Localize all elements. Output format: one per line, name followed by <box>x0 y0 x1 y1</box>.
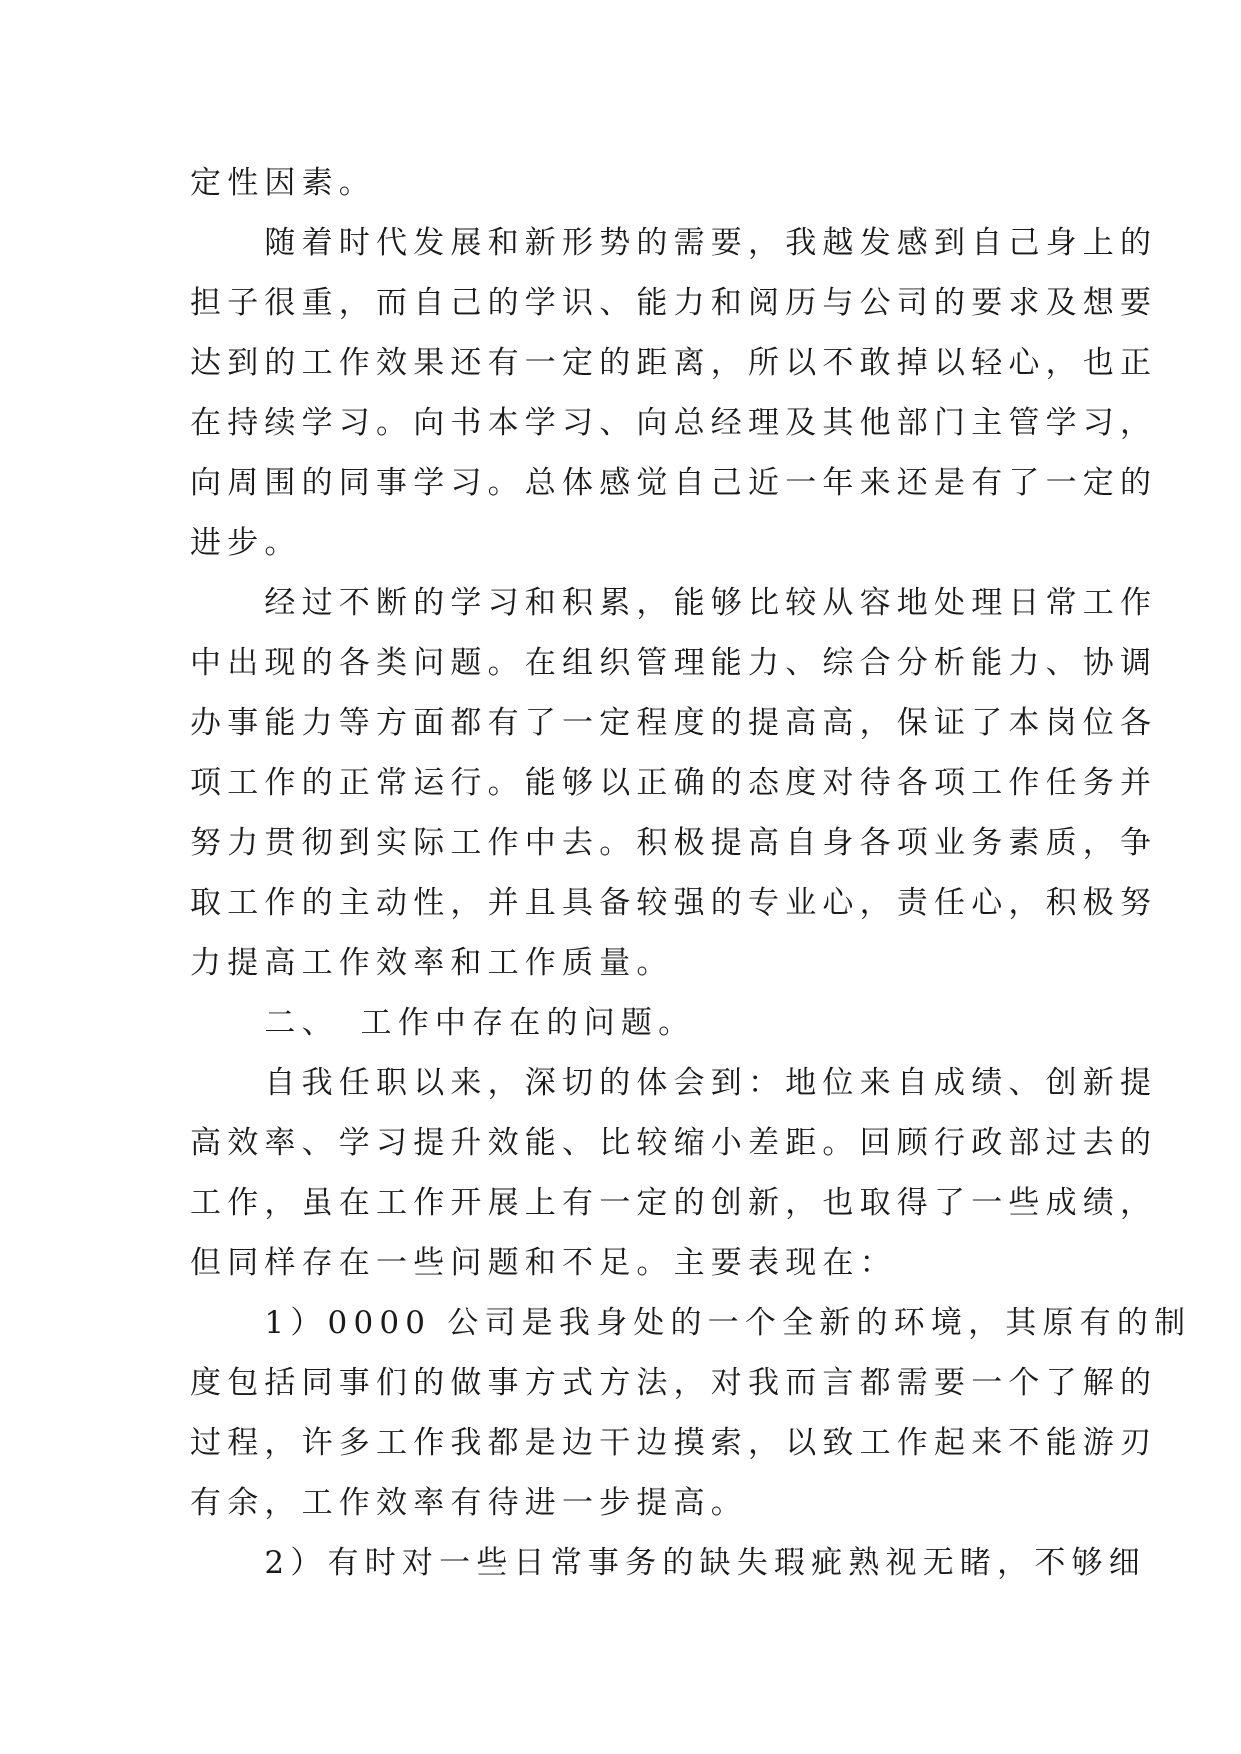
text-line-19: 但同样存在一些问题和不足。主要表现在： <box>190 1245 897 1281</box>
text-line-20: 1）0000 公司是我身处的一个全新的环境，其原有的制 <box>190 1305 1192 1341</box>
text-line-24: 2）有时对一些日常事务的缺失瑕疵熟视无睹，不够细 <box>190 1545 1146 1581</box>
text-line-9: 中出现的各类问题。在组织管理能力、综合分析能力、协调 <box>190 645 1158 681</box>
text-line-13: 取工作的主动性，并且具备较强的专业心，责任心，积极努 <box>190 885 1158 921</box>
text-line-4: 达到的工作效果还有一定的距离，所以不敢掉以轻心，也正 <box>190 345 1158 381</box>
text-line-21: 度包括同事们的做事方式方法，对我而言都需要一个了解的 <box>190 1365 1158 1401</box>
text-line-5: 在持续学习。向书本学习、向总经理及其他部门主管学习， <box>190 405 1158 441</box>
text-line-22: 过程，许多工作我都是边干边摸索，以致工作起来不能游刃 <box>190 1425 1158 1461</box>
text-line-1: 定性因素。 <box>190 165 376 201</box>
text-line-11: 项工作的正常运行。能够以正确的态度对待各项工作任务并 <box>190 765 1158 801</box>
text-line-12: 努力贯彻到实际工作中去。积极提高自身各项业务素质，争 <box>190 825 1158 861</box>
text-line-10: 办事能力等方面都有了一定程度的提高高，保证了本岗位各 <box>190 705 1158 741</box>
text-line-17: 高效率、学习提升效能、比较缩小差距。回顾行政部过去的 <box>190 1125 1158 1161</box>
text-line-16: 自我任职以来，深切的体会到：地位来自成绩、创新提 <box>190 1065 1158 1101</box>
text-line-7: 进步。 <box>190 525 302 561</box>
text-line-6: 向周围的同事学习。总体感觉自己近一年来还是有了一定的 <box>190 465 1158 501</box>
body-text <box>190 153 1192 1593</box>
text-line-14: 力提高工作效率和工作质量。 <box>190 945 674 981</box>
text-line-18: 工作，虽在工作开展上有一定的创新，也取得了一些成绩， <box>190 1185 1158 1221</box>
text-line-23: 有余，工作效率有待进一步提高。 <box>190 1485 748 1521</box>
section-heading: 二、 工作中存在的问题。 <box>190 1005 696 1041</box>
text-line-8: 经过不断的学习和积累，能够比较从容地处理日常工作 <box>190 585 1158 621</box>
text-line-2: 随着时代发展和新形势的需要，我越发感到自己身上的 <box>190 225 1158 261</box>
text-line-3: 担子很重，而自己的学识、能力和阅历与公司的要求及想要 <box>190 285 1158 321</box>
